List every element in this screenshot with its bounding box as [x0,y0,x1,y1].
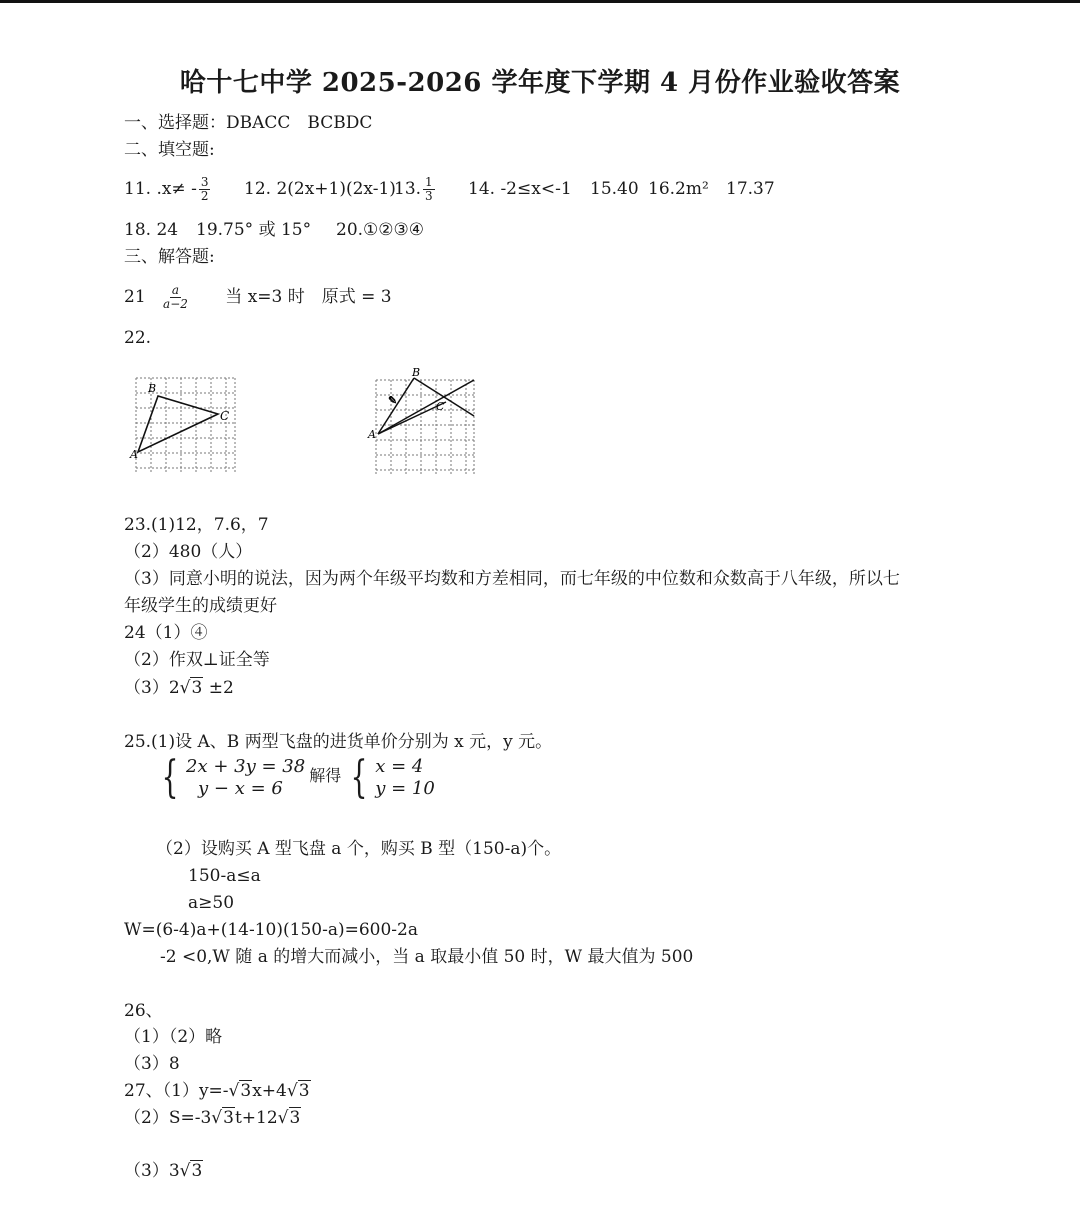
vertex-label-c: C [220,409,230,423]
inequality-2: a≥50 [188,893,235,913]
answer-q26-part3: （3）8 [124,1054,180,1074]
answer-q27-part2: （2）S=-3√3t+12√3 [124,1108,301,1128]
vertex-label-b: B [148,382,157,395]
question-26-label: 26、 [124,1001,163,1021]
q25-conclusion: -2 <0,W 随 a 的增大而减小，当 a 取最小值 50 时，W 最大值为 500 [160,947,694,967]
answer-q16: 16.2m² [648,179,709,199]
vertex-label-b-2: B [412,366,421,379]
answer-q13: 13. $\frac{1}{3}$ [394,175,433,203]
answer-q23-part3-line1: （3）同意小明的说法，因为两个年级平均数和方差相同，而七年级的中位数和众数高于八年级，所以七 [124,569,900,589]
answer-q24-part3: （3）2√3 ±2 [124,678,234,698]
fraction-q21: $\frac{a}{a-2}$ [163,283,188,311]
answer-q24-part2: （2）作双⊥证全等 [124,650,270,670]
w-expression: W=(6-4)a+(14-10)(150-a)=600-2a [124,920,418,940]
figure-triangle-grid-2 [366,364,482,478]
vertex-label-c-2: C [436,400,445,413]
answer-q18: 18. 24 [124,220,179,240]
question-22-label: 22. [124,328,152,348]
vertex-label-a-2: A [368,428,376,441]
page-title: 哈十七中学 2025-2026 学年度下学期 4 月份作业验收答案 [179,68,901,98]
section-fill-heading: 二、填空题: [124,140,215,160]
answer-q21: 21 $\frac{a}{a-2}$ 当 x=3 时 原式 = 3 [124,283,392,311]
answer-q23-part2: （2）480（人） [124,542,253,562]
answer-q20: 20.①②③④ [336,220,424,240]
equation-2: y − x = 6 [198,778,283,799]
scribble-mark: ✎ [388,394,398,407]
fraction-q11: $\frac{3}{2}$ [200,175,209,203]
answer-q14: 14. -2≤x<-1 [468,179,572,199]
equation-system: { 2x + 3y = 38 y − x = 6 解得 { x = 4 y = 10 [161,752,435,803]
answer-q27-part1: 27、（1）y=-√3x+4√3 [124,1081,310,1101]
section-solutions-heading: 三、解答题: [124,247,215,267]
answer-q17: 17.37 [726,179,775,199]
answer-q25-part2: （2）设购买 A 型飞盘 a 个，购买 B 型（150-a)个。 [156,839,562,859]
solution-y: y = 10 [375,778,435,799]
equation-1: 2x + 3y = 38 [186,756,306,777]
figure-triangle-grid-1 [128,372,240,476]
answer-q23-part1: 23.(1)12，7.6，7 [124,515,269,535]
vertex-label-a: A [130,448,138,461]
answer-q12: 12. 2(2x+1)(2x-1) [244,179,396,199]
answer-q27-part3: （3）3√3 [124,1161,203,1181]
answer-q11: 11. .x≠ - $\frac{3}{2}$ [124,175,209,203]
answer-q23-part3-line2: 年级学生的成绩更好 [124,596,277,616]
answer-q19: 19.75° 或 15° [196,220,312,240]
section-choice-answers: 一、选择题：DBACC BCBDC [124,113,373,133]
answer-q26-parts12: （1）（2）略 [124,1027,223,1047]
triangle-abc [138,396,218,452]
answer-q24-part1: 24（1）④ [124,623,208,643]
top-border-line [0,0,1080,3]
answer-q25-part1: 25.(1)设 A、B 两型飞盘的进货单价分别为 x 元，y 元。 [124,732,553,752]
solve-label: 解得 [309,765,342,785]
solution-x: x = 4 [375,756,424,777]
fraction-q13: $\frac{1}{3}$ [425,175,433,203]
answer-q15: 15.40 [590,179,639,199]
inequality-1: 150-a≤a [188,866,261,886]
